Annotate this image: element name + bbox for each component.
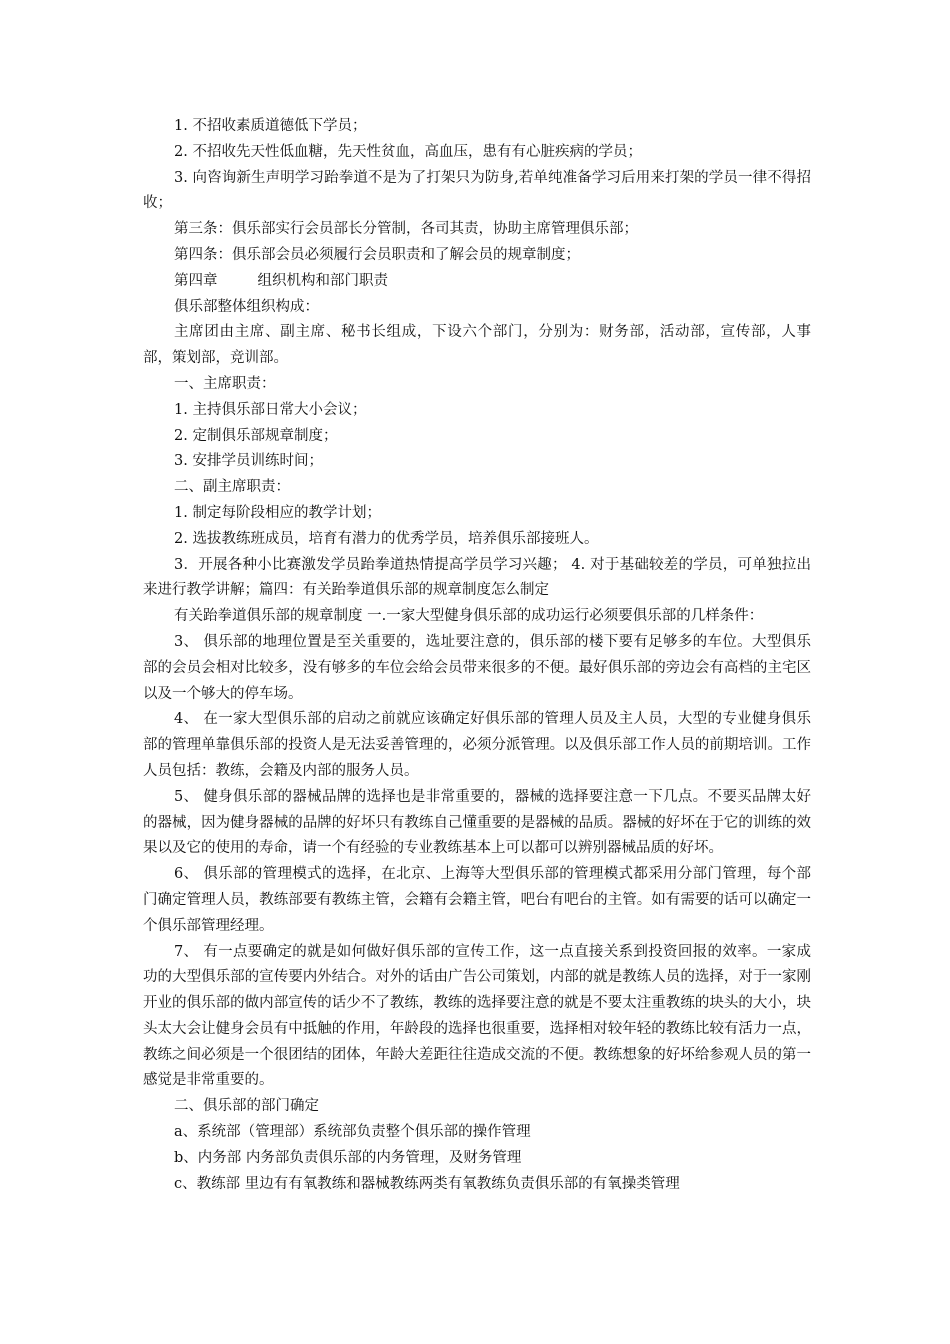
paragraph: 二、副主席职责： <box>174 479 290 496</box>
paragraph: 主席团由主席、副主席、秘书长组成，下设六个部门，分别为：财务部，活动部，宣传部，人事部，策划部，竞训部。 <box>143 324 811 367</box>
paragraph: 3．开展各种小比赛激发学员跆拳道热情提高学员学习兴趣； 4. 对于基础较差的学员，可单独拉出来进行教学讲解；篇四：有关跆拳道俱乐部的规章制度怎么制定 <box>143 556 811 599</box>
paragraph: 3. 安排学员训练时间； <box>174 453 323 470</box>
paragraph: 俱乐部整体组织构成： <box>174 298 319 315</box>
paragraph: 6、 俱乐部的管理模式的选择，在北京、上海等大型俱乐部的管理模式都采用分部门管理，每个部门确定管理人员，教练部要有教练主管，会籍有会籍主管，吧台有吧台的主管。如有需要的话可以确定一个俱乐部管理经理。 <box>143 866 811 934</box>
paragraph: 2. 选拔教练班成员，培育有潜力的优秀学员，培养俱乐部接班人。 <box>174 530 599 547</box>
paragraph: 2. 定制俱乐部规章制度； <box>174 427 338 444</box>
paragraph: 1. 不招收素质道德低下学员； <box>174 118 367 134</box>
paragraph: 二、俱乐部的部门确定 <box>174 1098 319 1115</box>
paragraph: 5、 健身俱乐部的器械品牌的选择也是非常重要的，器械的选择要注意一下几点。不要买品牌太好的器械，因为健身器械的品牌的好坏只有教练自己懂重要的是器械的品质。器械的好坏在于它的训练的效果以及它的使用的寿命，请一个有经验的专业教练基本上可以都可以辨别器械品质的好坏。 <box>143 788 811 857</box>
paragraph: c、教练部 里边有有氧教练和器械教练两类有氧教练负责俱乐部的有氧操类管理 <box>174 1175 680 1192</box>
paragraph: 第三条：俱乐部实行会员部长分管制，各司其责，协助主席管理俱乐部； <box>174 221 638 238</box>
chapter-title: 组织机构和部门职责 <box>257 272 388 289</box>
document-body <box>143 114 811 1197</box>
paragraph: 7、 有一点要确定的就是如何做好俱乐部的宣传工作，这一点直接关系到投资回报的效率。一家成功的大型俱乐部的宣传要内外结合。对外的话由广告公司策划，内部的就是教练人员的选择，对于一家刚开业的俱乐部的做内部宣传的话少不了教练，教练的选择要注意的就是不要太注重教练的块头的大小，块头太大会让健身会员有中抵触的作用，年龄段的选择也很重要，选择相对较年轻的教练比较有活力一点，教练之间必须是一个很团结的团体，年龄大差距往往造成交流的不便。教练想象的好坏给参观人员的第一感觉是非常重要的。 <box>143 943 811 1089</box>
paragraph: 3、 俱乐部的地理位置是至关重要的，选址要注意的，俱乐部的楼下要有足够多的车位。大型俱乐部的会员会相对比较多，没有够多的车位会给会员带来很多的不便。最好俱乐部的旁边会有高档的主宅区以及一个够大的停车场。 <box>143 633 811 702</box>
paragraph: a、系统部（管理部）系统部负责整个俱乐部的操作管理 <box>174 1124 531 1141</box>
paragraph: 1. 制定每阶段相应的教学计划； <box>174 504 381 521</box>
paragraph: 有关跆拳道俱乐部的规章制度 一.一家大型健身俱乐部的成功运行必须要俱乐部的几样条件： <box>174 608 764 625</box>
chapter-number: 第四章 <box>174 272 218 289</box>
paragraph: 一、主席职责： <box>174 375 276 392</box>
paragraph: 第四条：俱乐部会员必须履行会员职责和了解会员的规章制度； <box>174 246 580 263</box>
paragraph: 4、 在一家大型俱乐部的启动之前就应该确定好俱乐部的管理人员及主人员，大型的专业健身俱乐部的管理单靠俱乐部的投资人是无法妥善管理的，必须分派管理。以及俱乐部工作人员的前期培训。工作人员包括：教练，会籍及内部的服务人员。 <box>143 711 811 779</box>
paragraph: 3. 向咨询新生声明学习跆拳道不是为了打架只为防身,若单纯准备学习后用来打架的学员一律不得招收； <box>143 169 811 212</box>
paragraph: 2. 不招收先天性低血糖，先天性贫血，高血压，患有有心脏疾病的学员； <box>174 143 642 160</box>
paragraph: b、内务部 内务部负责俱乐部的内务管理，及财务管理 <box>174 1149 522 1166</box>
paragraph: 1. 主持俱乐部日常大小会议； <box>174 401 367 418</box>
chapter-heading <box>143 269 811 295</box>
